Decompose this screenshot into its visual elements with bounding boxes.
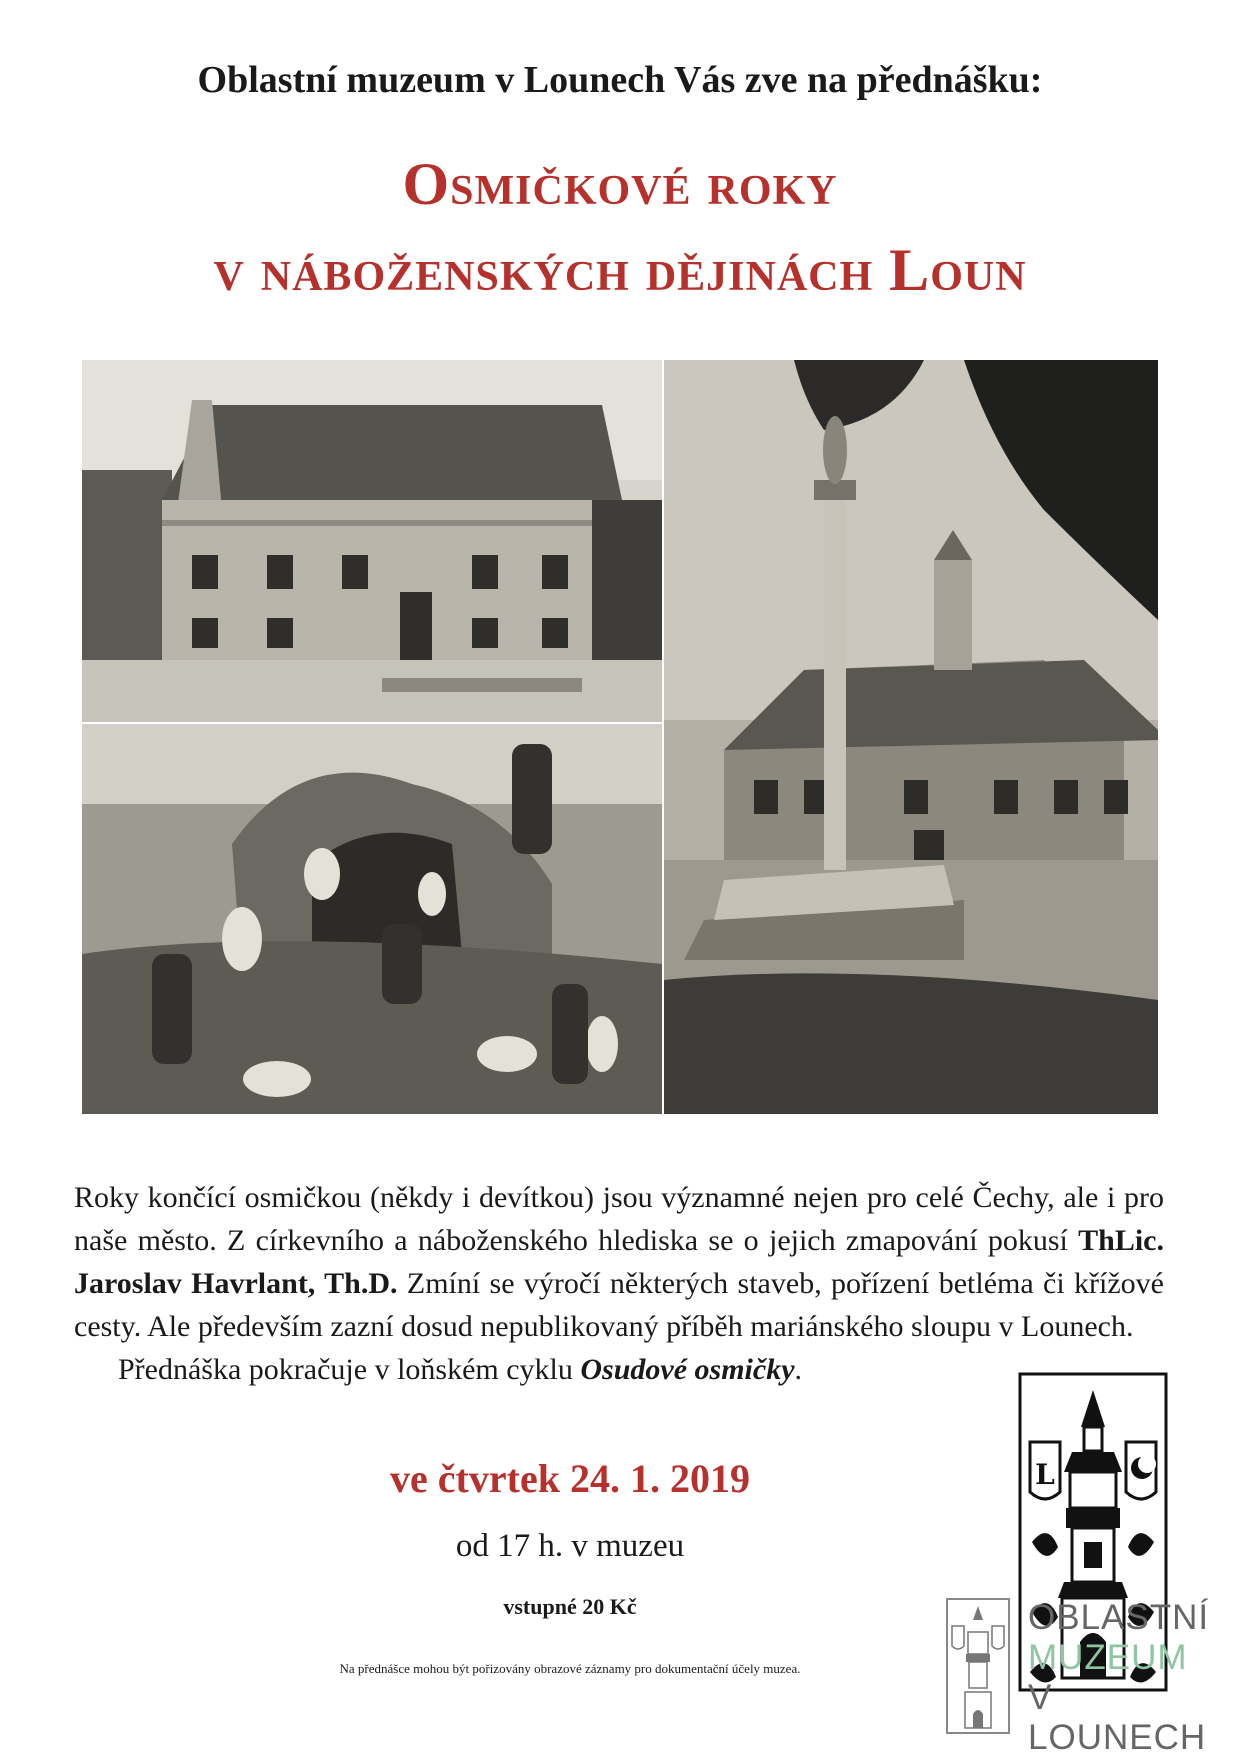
event-date: ve čtvrtek 24. 1. 2019 [390, 1456, 750, 1501]
speaker-name: ThLic. Jaroslav Havrlant, Th.D. [74, 1224, 1164, 1300]
description-paragraph [74, 1176, 1164, 1348]
description-text-cont: Zmíní se výročí některých staveb, pořízení betléma či křížové cesty. Ale především zazní dosud nepublikovaný příběh mariánského sloupu v Lounech. [74, 1267, 1164, 1343]
lecture-title-line1: Osmičkové roky [402, 151, 838, 217]
recording-notice: Na přednášce mohou být pořizovány obrazové záznamy pro dokumentační účely muzea. [339, 1661, 801, 1676]
photo-nativity-scene [82, 724, 662, 1114]
description-text: Roky končící osmičkou (někdy i devítkou) jsou významné nejen pro celé Čechy, ale i pro naše město. Z církevního a náboženského hlediska se o jejich zmapování pokusí [74, 1181, 1164, 1257]
museum-logo-text [1028, 1598, 1218, 1758]
cycle-text-end: . [794, 1353, 803, 1386]
cycle-name: Osudové osmičky [580, 1353, 795, 1386]
cycle-paragraph [74, 1348, 1164, 1391]
logo-line-3: V LOUNECH [1028, 1678, 1207, 1757]
event-time-place: od 17 h. v muzeu [455, 1528, 685, 1564]
invitation-line: Oblastní muzeum v Lounech Vás zve na přednášku: [197, 59, 1043, 101]
cycle-text: Přednáška pokračuje v loňském cyklu [118, 1353, 581, 1386]
lecture-description [74, 1176, 1164, 1391]
emblem-letter: L [1035, 1458, 1055, 1491]
photo-church-building [82, 360, 662, 722]
admission-fee: vstupné 20 Kč [503, 1594, 637, 1619]
logo-line-1: OBLASTNÍ [1028, 1598, 1210, 1637]
lecture-title-line2: v náboženských dějinách Loun [213, 237, 1027, 303]
photo-marian-column-square [664, 360, 1158, 1114]
museum-logo-small-icon [946, 1598, 1010, 1734]
logo-line-2: MUZEUM [1028, 1638, 1188, 1677]
